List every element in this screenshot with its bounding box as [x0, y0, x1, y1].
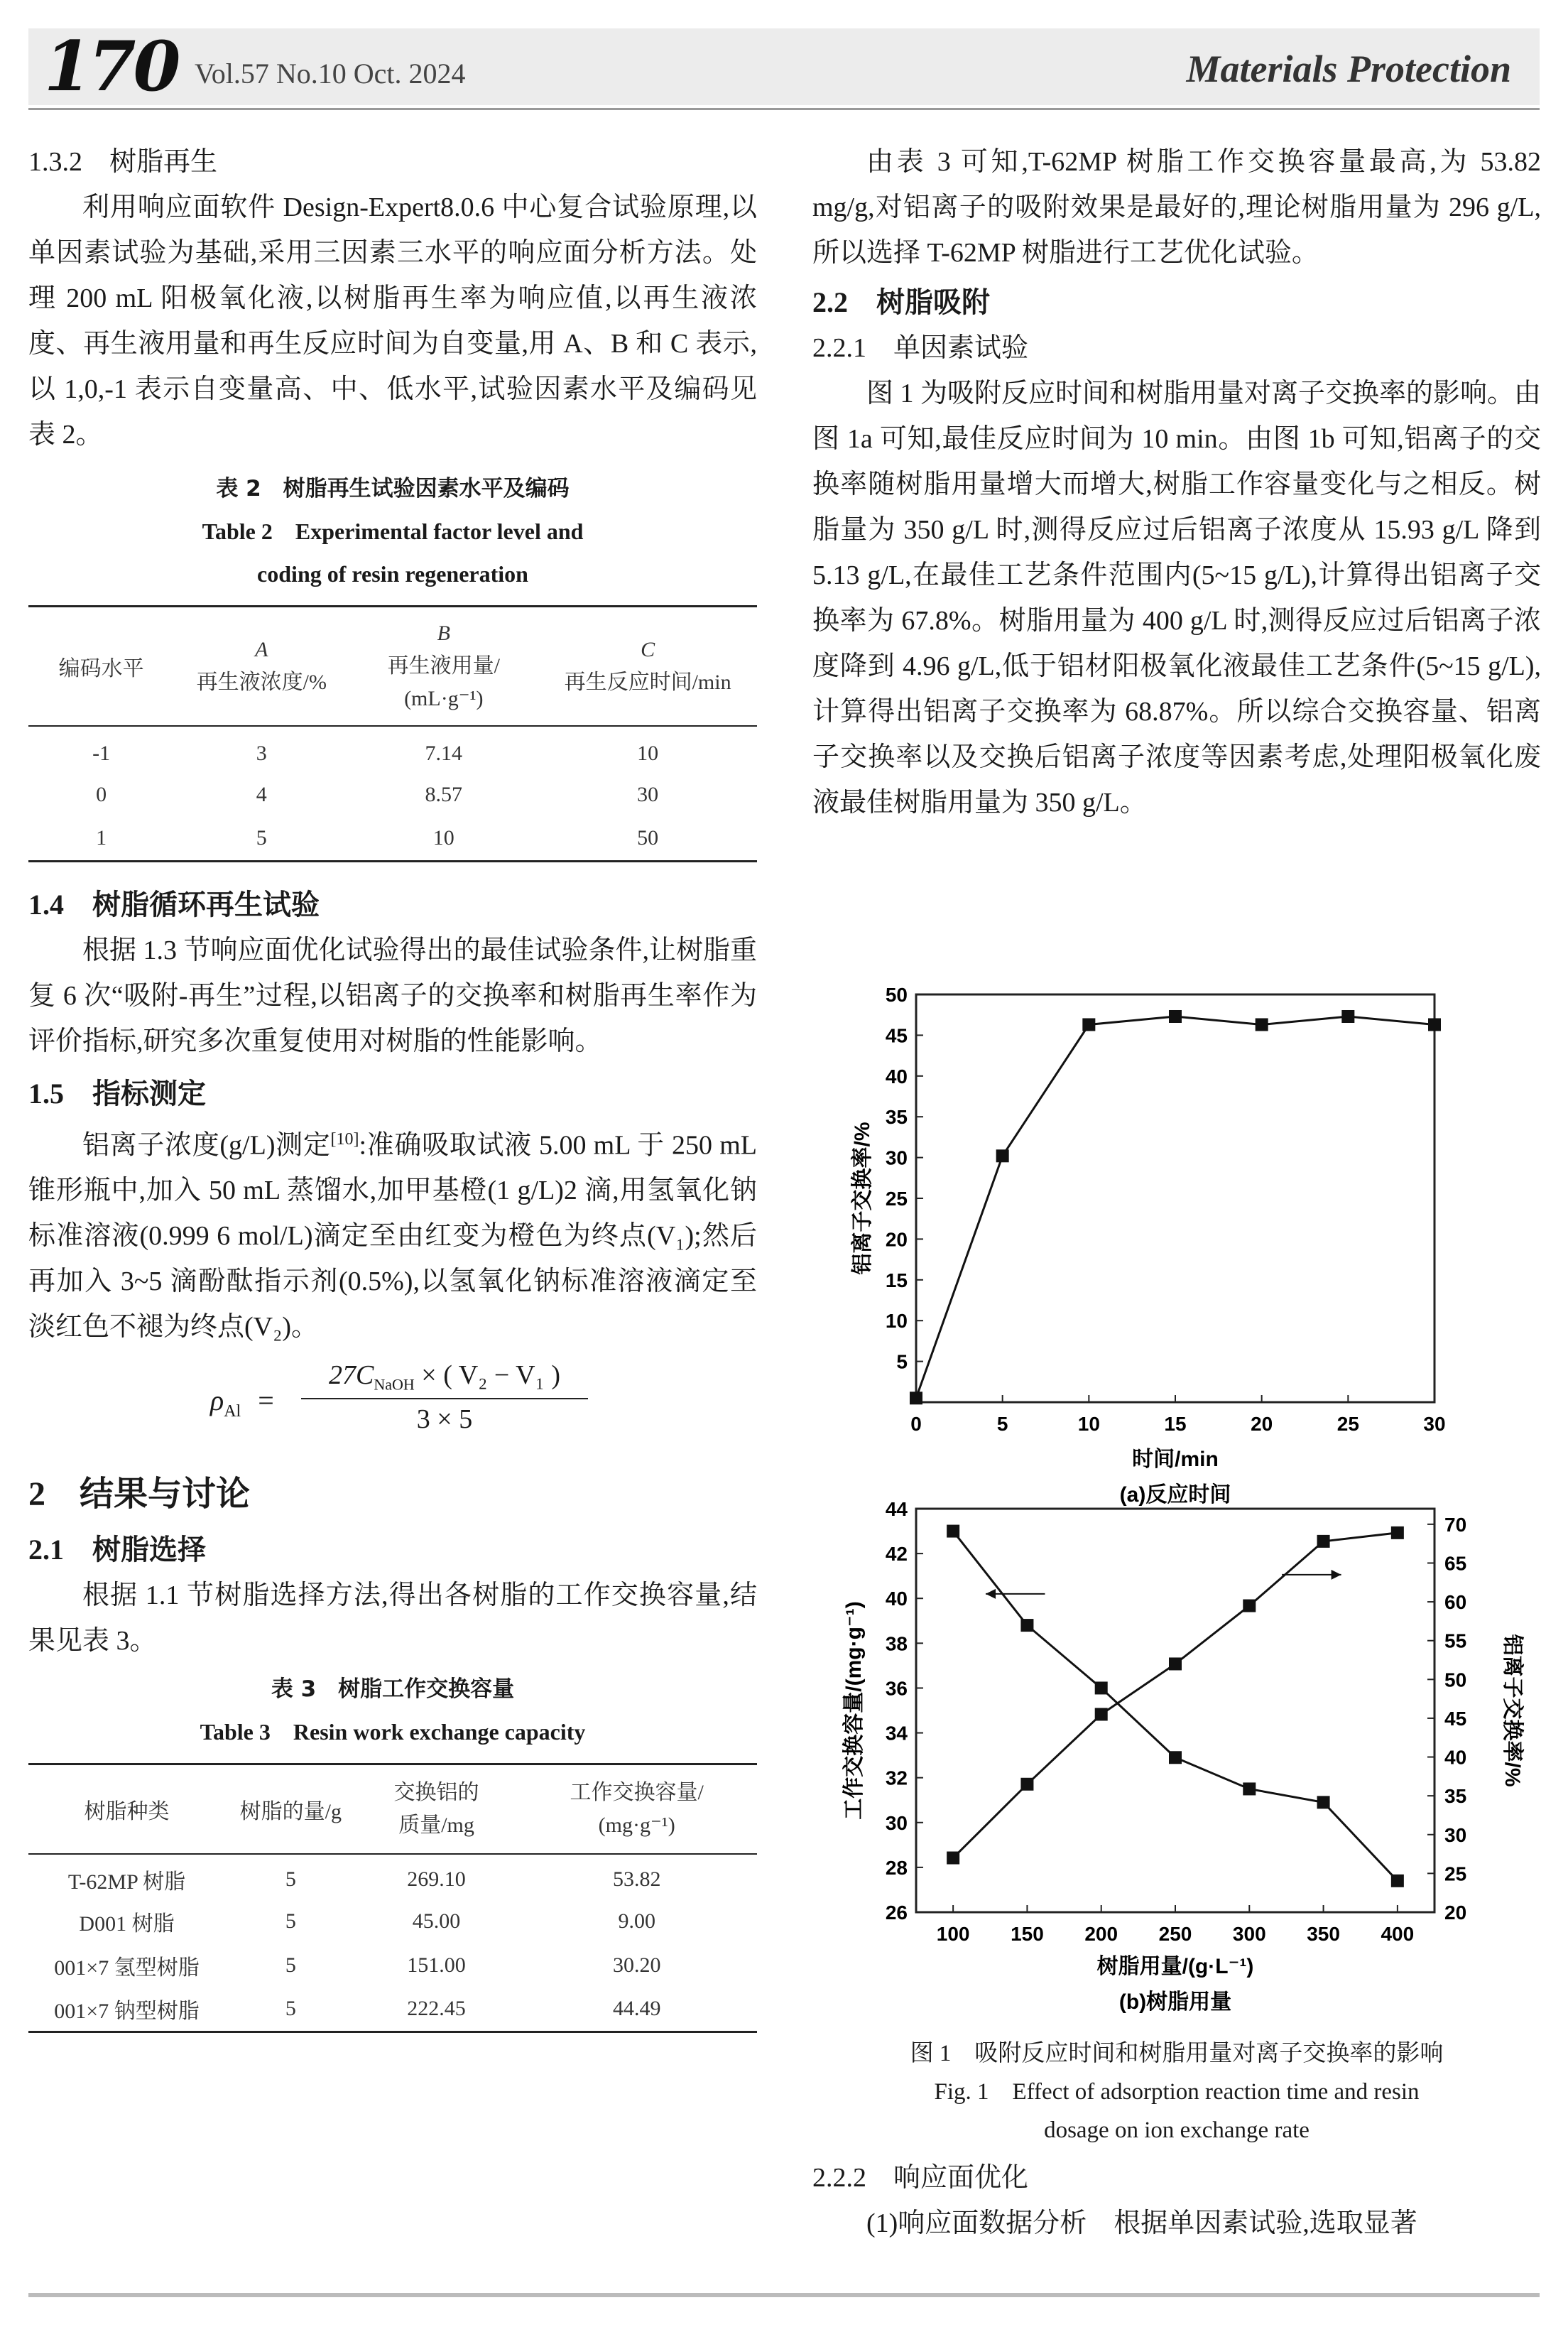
table-row: 1 5 10 50	[96, 826, 659, 850]
data-point	[1243, 1600, 1256, 1612]
page-number: 170	[44, 26, 178, 107]
x-tick-label: 5	[996, 1413, 1008, 1435]
table-2-header-c: C 再生反应时间/min	[564, 638, 731, 694]
formula-numerator: $27C_{NaOH}$ × ( V₂ − V₁ )	[329, 1360, 560, 1394]
table-2	[28, 605, 757, 862]
table-3-header-amount: 树脂的量/g	[239, 1800, 342, 1824]
table-3-header-type: 树脂种类	[84, 1800, 170, 1824]
table-2-header-code: 编码水平	[58, 657, 144, 680]
data-point	[947, 1852, 959, 1865]
chart-b-caption: (b)树脂用量	[1118, 1990, 1232, 2014]
data-point	[1341, 1010, 1354, 1023]
data-point	[1020, 1778, 1033, 1791]
y-left-tick-label: 34	[885, 1722, 908, 1745]
section-2-1-title: 2.1 树脂选择	[28, 1534, 206, 1566]
y-left-tick-label: 40	[885, 1588, 908, 1610]
table-2-caption-en-1: Table 2 Experimental factor level and	[202, 519, 584, 544]
table-3-header-capacity: 工作交换容量/ (mg·g⁻¹)	[570, 1781, 704, 1838]
table-row: 0 4 8.57 30	[96, 783, 659, 806]
right-paragraph-1: 由表 3 可知,T-62MP 树脂工作交换容量最高,为 53.82 mg/g,对铝离子的吸附效果是最好的,理论树脂用量为 296 g/L,所以选择 T-62MP 树脂进行工艺优化试验。	[812, 147, 1541, 268]
data-point	[1169, 1010, 1182, 1023]
right-paragraph-3: (1)响应面数据分析 根据单因素试验,选取显著	[866, 2208, 1417, 2238]
section-2-title: 2 结果与讨论	[28, 1475, 251, 1514]
formula-lhs: $\rho_{Al}$ =	[210, 1384, 274, 1421]
formula-denominator: 3 × 5	[416, 1404, 473, 1435]
data-point	[1020, 1619, 1033, 1632]
y-left-tick-label: 30	[885, 1811, 908, 1834]
data-point	[1391, 1875, 1404, 1887]
data-point	[1256, 1018, 1268, 1031]
data-point	[1095, 1681, 1108, 1694]
journal-name: Materials Protection	[1186, 48, 1511, 90]
y-tick-label: 45	[885, 1024, 908, 1047]
plot-frame	[916, 1509, 1434, 1912]
table-row: 001×7 氢型树脂 5 151.00 30.20	[54, 1953, 661, 1980]
chart-a	[812, 980, 1541, 1506]
x-tick-label: 20	[1251, 1413, 1273, 1435]
y-right-tick-label: 25	[1444, 1862, 1467, 1885]
figure-1-captions	[812, 2034, 1541, 2246]
x-tick-label: 150	[1011, 1923, 1044, 1945]
y-right-tick-label: 40	[1444, 1746, 1467, 1769]
y-left-tick-label: 42	[885, 1543, 908, 1566]
y-right-tick-label: 70	[1444, 1513, 1467, 1536]
y-right-tick-label: 45	[1444, 1707, 1467, 1730]
data-point	[1169, 1751, 1182, 1764]
table-3	[28, 1763, 757, 2033]
y-tick-label: 30	[885, 1146, 908, 1169]
table-3-caption-en: Table 3 Resin work exchange capacity	[200, 1719, 586, 1745]
x-tick-label: 30	[1423, 1413, 1446, 1435]
data-point	[910, 1392, 922, 1404]
section-2-2-title: 2.2 树脂吸附	[812, 286, 990, 318]
capacity-line	[953, 1531, 1398, 1881]
table-3-block	[28, 1668, 757, 2033]
table-3-caption-cn: 表 3 树脂工作交换容量	[271, 1676, 515, 1703]
y-left-tick-label: 44	[885, 1498, 908, 1520]
right-column	[812, 139, 1541, 825]
data-point	[1243, 1782, 1256, 1795]
table-row: T-62MP 树脂 5 269.10 53.82	[67, 1867, 661, 1894]
fraction-bar	[301, 1398, 588, 1399]
x-axis-label: 时间/min	[1132, 1448, 1219, 1471]
issue-info: Vol.57 No.10 Oct. 2024	[195, 58, 466, 90]
section-1-5-title: 1.5 指标测定	[28, 1077, 206, 1110]
y-tick-label: 5	[896, 1350, 908, 1373]
table-2-caption-cn: 表 2 树脂再生试验因素水平及编码	[216, 476, 570, 501]
chart-b	[812, 1496, 1541, 2043]
y-right-tick-label: 65	[1444, 1552, 1467, 1575]
y-tick-label: 25	[885, 1188, 908, 1210]
y-tick-label: 35	[885, 1106, 908, 1129]
data-point	[1169, 1657, 1182, 1670]
plot-frame	[916, 994, 1434, 1402]
y-tick-label: 40	[885, 1065, 908, 1088]
figure-1-caption-cn: 图 1 吸附反应时间和树脂用量对离子交换率的影响	[910, 2041, 1444, 2066]
x-tick-label: 25	[1336, 1413, 1359, 1435]
y-right-tick-label: 30	[1444, 1823, 1467, 1846]
data-point	[1082, 1018, 1095, 1031]
section-1-5-paragraph: 铝离子浓度(g/L)测定[10]:准确吸取试液 5.00 mL 于 250 mL 锥形瓶中,加入 50 mL 蒸馏水,加甲基橙(1 g/L)2 滴,用氢氧化钠标准溶液(0.999 6 mol/L)滴定至由红变为橙色为终点(V₁);然后再加入 3~5 滴酚酞指示剂(0.5%),以氢氧化钠标准溶液滴定至淡红色不褪为终点(V₂)。	[28, 1129, 757, 1343]
header-divider	[28, 108, 1540, 110]
figure-1	[812, 980, 1541, 2046]
table-row: 001×7 钠型树脂 5 222.45 44.49	[54, 1997, 661, 2024]
section-1-3-2-title: 1.3.2 树脂再生	[28, 147, 218, 177]
y-right-tick-label: 60	[1444, 1591, 1467, 1614]
table-row: -1 3 7.14 10	[92, 742, 659, 765]
y-axis-label: 铝离子交换率/%	[851, 1122, 874, 1275]
right-paragraph-2: 图 1 为吸附反应时间和树脂用量对离子交换率的影响。由图 1a 可知,最佳反应时间为 10 min。由图 1b 可知,铝离子的交换率随树脂用量增大而增大,树脂工作容量变化与之相反。树脂量为 350 g/L 时,测得反应过后铝离子浓度从 15.93 g/L 降到 5.13 g/L,在最佳工艺条件范围内(5~15 g/L),计算得出铝离子交换率为 67.8%。树脂用量为 400 g/L 时,测得反应过后铝离子浓度降到 4.96 g/L,低于铝材阳极氧化液最佳工艺条件(5~15 g/L),计算得出铝离子交换率为 68.87%。所以综合交换容量、铝离子交换率以及交换后铝离子浓度等因素考虑,处理阳极氧化废液最佳树脂用量为 350 g/L。	[812, 379, 1542, 818]
table-2-header-a: A 再生液浓度/%	[196, 638, 327, 694]
section-2-1-paragraph: 根据 1.1 节树脂选择方法,得出各树脂的工作交换容量,结果见表 3。	[28, 1580, 757, 1656]
x-tick-label: 100	[936, 1923, 970, 1945]
citation-ref: [10]	[330, 1129, 359, 1149]
y-right-tick-label: 50	[1444, 1669, 1467, 1691]
footer-divider	[28, 2293, 1540, 2297]
y-tick-label: 10	[885, 1310, 908, 1333]
x-tick-label: 0	[910, 1413, 922, 1435]
y-right-tick-label: 20	[1444, 1902, 1467, 1924]
table-row: D001 树脂 5 45.00 9.00	[79, 1909, 655, 1936]
x-tick-label: 200	[1084, 1923, 1118, 1945]
table-2-caption-en-2: coding of resin regeneration	[257, 561, 528, 587]
chart-a-caption: (a)反应时间	[1119, 1483, 1231, 1506]
data-point	[1095, 1708, 1108, 1720]
data-point	[1317, 1796, 1330, 1808]
x-tick-label: 15	[1164, 1413, 1187, 1435]
table-2-header-b: B 再生液用量/ (mL·g⁻¹)	[387, 622, 500, 710]
x-tick-label: 250	[1158, 1923, 1192, 1945]
y-right-axis-label: 铝离子交换率/%	[1501, 1634, 1524, 1787]
data-point	[996, 1149, 1009, 1162]
y-left-axis-label: 工作交换容量/(mg·g⁻¹)	[842, 1601, 866, 1820]
formula	[28, 1360, 757, 1445]
x-tick-label: 300	[1232, 1923, 1266, 1945]
left-axis-arrow-icon	[986, 1589, 996, 1599]
section-2-2-1-title: 2.2.1 单因素试验	[812, 333, 1029, 363]
left-column	[28, 139, 757, 2033]
y-left-tick-label: 26	[885, 1902, 908, 1924]
y-tick-label: 15	[885, 1269, 908, 1291]
y-left-tick-label: 32	[885, 1767, 908, 1789]
data-point	[947, 1525, 959, 1538]
section-1-4-paragraph: 根据 1.3 节响应面优化试验得出的最佳试验条件,让树脂重复 6 次“吸附-再生”过程,以铝离子的交换率和树脂再生率作为评价指标,研究多次重复使用对树脂的性能影响。	[28, 935, 758, 1056]
figure-1-caption-en-2: dosage on ion exchange rate	[1044, 2117, 1310, 2143]
table-2-block	[28, 467, 757, 862]
section-1-3-2-paragraph: 利用响应面软件 Design-Expert8.0.6 中心复合试验原理,以单因素试验为基础,采用三因素三水平的响应面分析方法。处理 200 mL 阳极氧化液,以树脂再生率为响应值,以再生液浓度、再生液用量和再生反应时间为自变量,用 A、B 和 C 表示,以 1,0,-1 表示自变量高、中、低水平,试验因素水平及编码见表 2。	[28, 192, 757, 450]
x-tick-label: 400	[1381, 1923, 1415, 1945]
data-point	[1391, 1526, 1404, 1539]
right-axis-arrow-icon	[1332, 1570, 1341, 1580]
data-point	[1428, 1018, 1441, 1031]
y-left-tick-label: 38	[885, 1632, 908, 1655]
series-line	[916, 1016, 1434, 1398]
y-tick-label: 20	[885, 1228, 908, 1251]
figure-1-caption-en-1: Fig. 1 Effect of adsorption reaction time and resin	[934, 2079, 1420, 2105]
table-3-header-mass: 交换铝的 质量/mg	[393, 1781, 479, 1838]
y-right-tick-label: 55	[1444, 1629, 1467, 1652]
y-left-tick-label: 36	[885, 1677, 908, 1700]
data-point	[1317, 1535, 1330, 1548]
section-1-4-title: 1.4 树脂循环再生试验	[28, 888, 320, 921]
y-tick-label: 50	[885, 984, 908, 1006]
x-axis-label: 树脂用量/(g·L⁻¹)	[1096, 1955, 1254, 1978]
x-tick-label: 350	[1307, 1923, 1340, 1945]
y-left-tick-label: 28	[885, 1856, 908, 1879]
x-tick-label: 10	[1077, 1413, 1100, 1435]
y-right-tick-label: 35	[1444, 1785, 1467, 1808]
section-2-2-2-title: 2.2.2 响应面优化	[812, 2163, 1029, 2193]
